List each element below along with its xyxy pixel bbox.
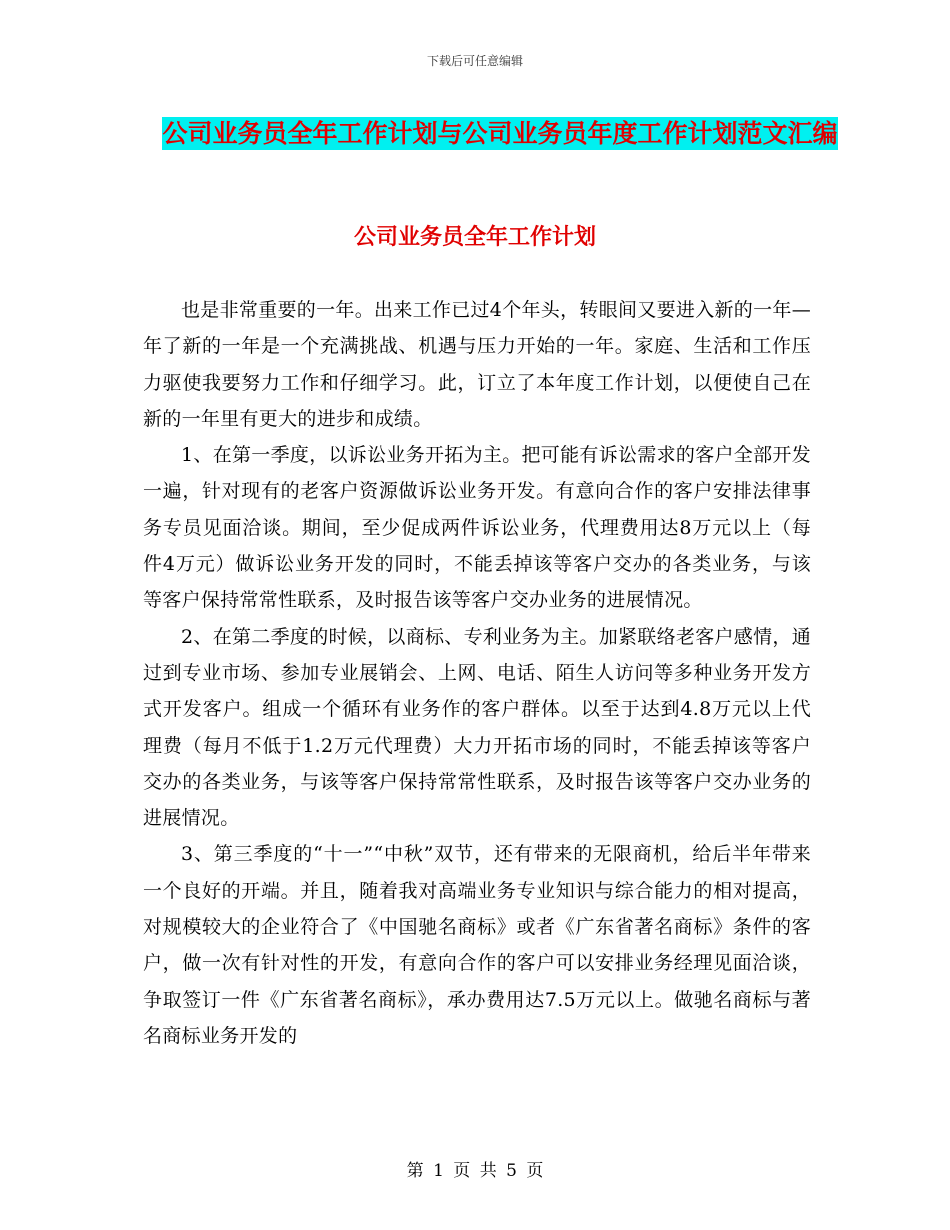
paragraph-q3: 3、第三季度的“十一”“中秋”双节，还有带来的无限商机，给后半年带来一个良好的开端。并且，随着我对高端业务专业知识与综合能力的相对提高，对规模较大的企业符合了《中国驰名商标》或者《广东省著名商标》条件的客户，做一次有针对性的开发，有意向合作的客户可以安排业务经理见面洽谈，争取签订一件《广东省著名商标》，承办费用达7.5万元以上。做驰名商标与著名商标业务开发的 (143, 843, 811, 1047)
document-title-text: 公司业务员全年工作计划与公司业务员年度工作计划范文汇编 (162, 119, 838, 148)
document-body (143, 292, 811, 1054)
page-number-footer: 第 1 页 共 5 页 (406, 1161, 544, 1181)
paragraph-q1: 1、在第一季度，以诉讼业务开拓为主。把可能有诉讼需求的客户全部开发一遍，针对现有的老客户资源做诉讼业务开发。有意向合作的客户安排法律事务专员见面洽谈。期间，至少促成两件诉讼业务，代理费用达8万元以上（每件4万元）做诉讼业务开发的同时，不能丢掉该等客户交办的各类业务，与该等客户保持常常性联系，及时报告该等客户交办业务的进展情况。 (143, 444, 811, 612)
page-header-note: 下载后可任意编辑 (426, 54, 523, 68)
document-title (140, 110, 860, 158)
paragraph-q2: 2、在第二季度的时候，以商标、专利业务为主。加紧联络老客户感情，通过到专业市场、参加专业展销会、上网、电话、陌生人访问等多种业务开发方式开发客户。组成一个循环有业务作的客户群体。以至于达到4.8万元以上代理费（每月不低于1.2万元代理费）大力开拓市场的同时，不能丢掉该等客户交办的各类业务，与该等客户保持常常性联系，及时报告该等客户交办业务的进展情况。 (143, 625, 811, 830)
paragraph-intro: 也是非常重要的一年。出来工作已过4个年头，转眼间又要进入新的一年—年了新的一年是一个充满挑战、机遇与压力开始的一年。家庭、生活和工作压力驱使我要努力工作和仔细学习。此，订立了本年度工作计划，以便使自己在新的一年里有更大的进步和成绩。 (143, 299, 811, 430)
section-heading: 公司业务员全年工作计划 (353, 225, 596, 250)
